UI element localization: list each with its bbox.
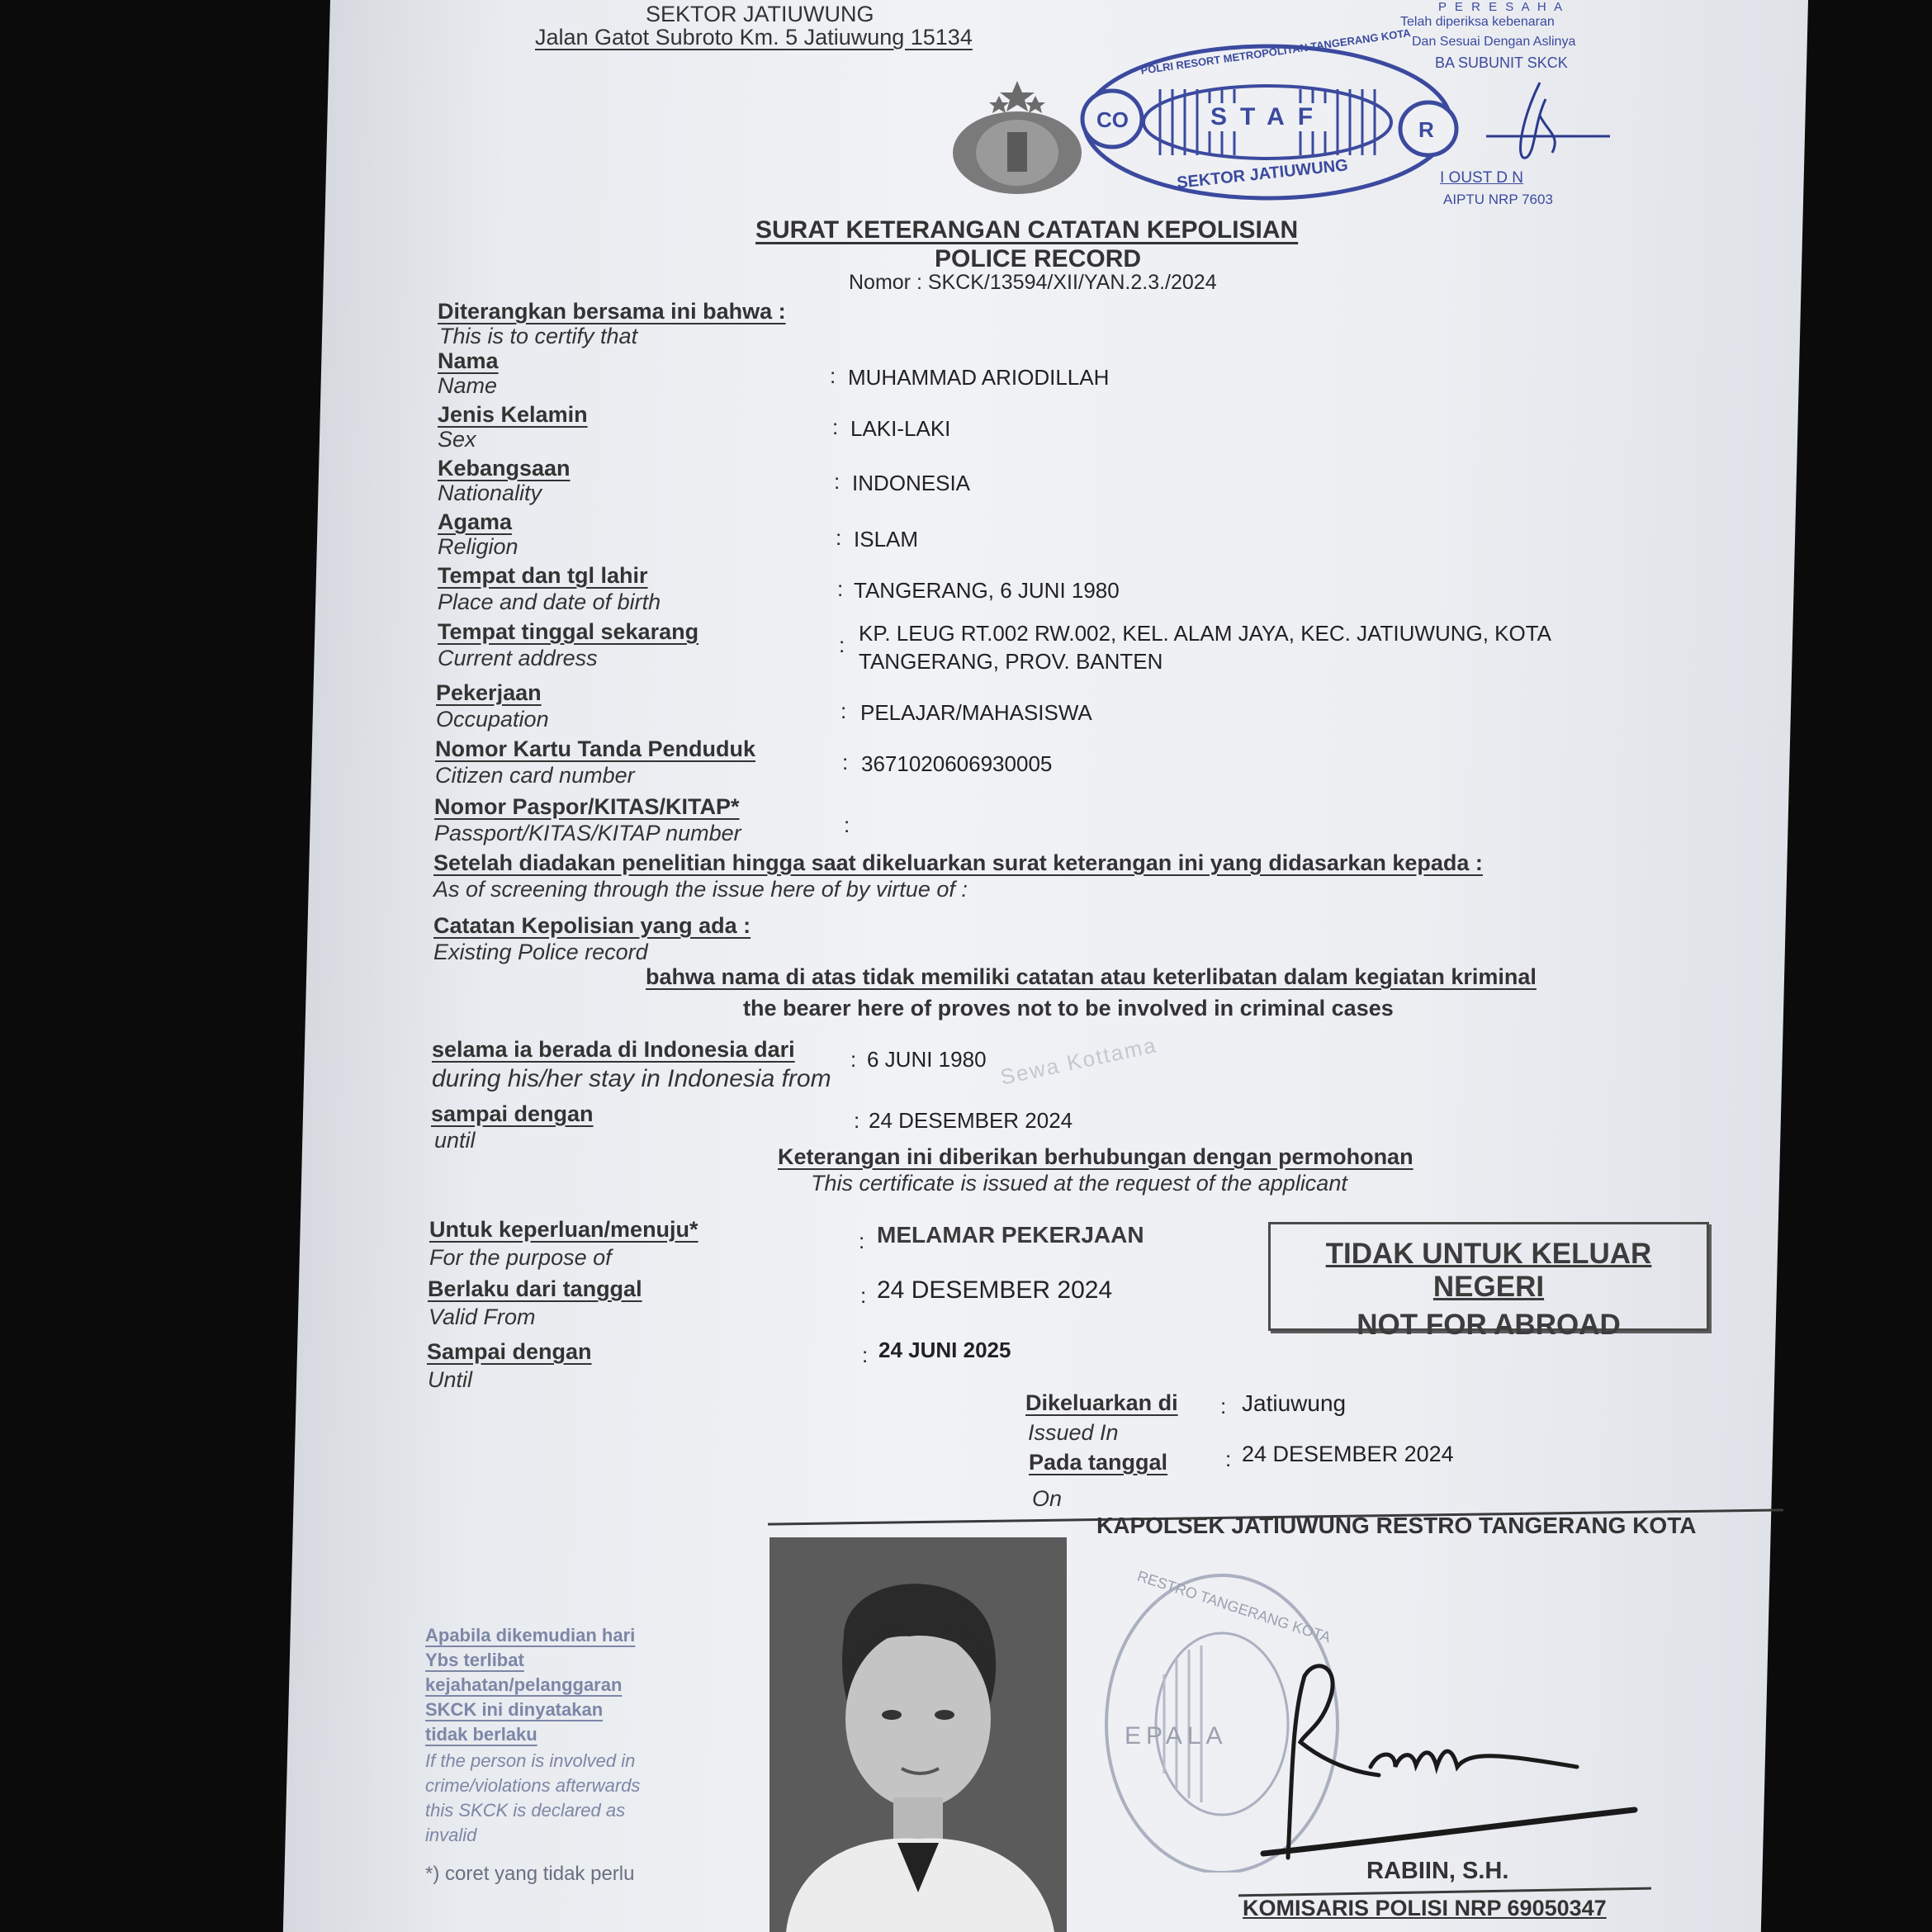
colon: : [839,632,845,657]
intro-en: This is to certify that [439,324,638,348]
id-card-label: Nomor Kartu Tanda Penduduk [435,736,756,761]
occupation-value: PELAJAR/MAHASISWA [860,700,1092,725]
stay-from-label-en: during his/her stay in Indonesia from [432,1065,831,1092]
valid-from-label-en: Valid From [429,1305,536,1329]
note-en-3: this SKCK is declared as [425,1800,626,1821]
verifier-name: I OUST D N [1440,169,1523,187]
verify-line-3: BA SUBUNIT SKCK [1435,54,1568,71]
sex-value: LAKI-LAKI [850,416,951,441]
stay-until-label: sampai dengan [431,1101,594,1126]
signatory-rank: KOMISARIS POLISI NRP 69050347 [1243,1896,1607,1920]
address-label-en: Current address [438,646,598,670]
note-line-5: tidak berlaku [425,1724,537,1745]
intro-id: Diterangkan bersama ini bahwa : [438,299,786,324]
issued-in-label: Dikeluarkan di [1025,1390,1178,1415]
valid-until-label: Sampai dengan [427,1339,592,1364]
colon: : [854,1108,860,1133]
religion-label: Agama [438,509,513,534]
birth-label-en: Place and date of birth [438,590,661,614]
verify-line-0: P E R E S A H A [1438,0,1565,14]
colon: : [837,576,844,601]
note-en-2: crime/violations afterwards [425,1775,641,1796]
purpose-value: MELAMAR PEKERJAAN [877,1222,1144,1248]
stay-until-label-en: until [434,1128,476,1153]
address-value: KP. LEUG RT.002 RW.002, KEL. ALAM JAYA, KEC. JATIUWUNG, KOTA [859,621,1552,646]
religion-label-en: Religion [438,534,519,559]
official-stamp-text: RESTRO TANGERANG KOTA [1135,1567,1333,1646]
verify-line-1: Telah diperiksa kebenaran [1400,15,1555,29]
document-number: Nomor : SKCK/13594/XII/YAN.2.3./2024 [849,271,1217,294]
header-sector: SEKTOR JATIUWUNG [646,2,874,26]
signatory-name: RABIIN, S.H. [1366,1858,1509,1884]
applicant-photo [769,1537,1067,1932]
birth-label: Tempat dan tgl lahir [438,563,648,588]
passport-label: Nomor Paspor/KITAS/KITAP* [434,794,740,819]
signatory-office: KAPOLSEK JATIUWUNG RESTRO TANGERANG KOTA [1096,1513,1697,1538]
nationality-label-en: Nationality [438,481,542,505]
signatory-signature-icon [1255,1651,1651,1866]
screening-id: Setelah diadakan penelitian hingga saat dikeluarkan surat keterangan ini yang didasarkan kepada : [433,850,1483,875]
name-label-en: Name [438,373,498,398]
screening-en: As of screening through the issue here of by virtue of : [433,877,968,902]
watermark-text: Sewa Kottama [997,1032,1159,1090]
record-label-en: Existing Police record [433,940,648,964]
stamp-bottom-text: SEKTOR JATIUWUNG [1176,156,1349,192]
sex-label-en: Sex [438,427,476,452]
nationality-label: Kebangsaan [438,456,571,481]
person-portrait-icon [769,1537,1067,1932]
note-line-2: Ybs terlibat [425,1650,524,1670]
official-stamp-center: EPALA [1125,1722,1228,1750]
colon: : [841,698,847,723]
address-label: Tempat tinggal sekarang [438,619,699,644]
note-line-3: kejahatan/pelanggaran [425,1674,623,1695]
note-en-4: invalid [425,1825,477,1845]
passport-label-en: Passport/KITAS/KITAP number [434,821,741,845]
stay-from-value: 6 JUNI 1980 [867,1047,987,1072]
colon: : [836,525,842,550]
stamp-center-text: STAF [1204,103,1333,131]
valid-from-label: Berlaku dari tanggal [428,1276,642,1301]
colon: : [844,812,850,837]
note-line-1: Apabila dikemudian hari [425,1625,636,1646]
colon: : [830,363,836,388]
colon: : [842,750,849,774]
purpose-label-en: For the purpose of [429,1245,612,1270]
stamp-left-initials: CO [1096,107,1129,132]
issued-in-label-en: Issued In [1028,1420,1119,1445]
document-title: SURAT KETERANGAN CATATAN KEPOLISIAN [755,216,1299,244]
birth-value: TANGERANG, 6 JUNI 1980 [854,578,1120,603]
address-value-2: TANGERANG, PROV. BANTEN [859,649,1163,674]
record-statement-id: bahwa nama di atas tidak memiliki catatan atau keterlibatan dalam kegiatan kriminal [646,964,1537,989]
not-for-abroad-en: NOT FOR ABROAD [1357,1309,1621,1341]
valid-until-label-en: Until [428,1367,473,1392]
purpose-label: Untuk keperluan/menuju* [429,1217,698,1242]
name-label: Nama [438,348,499,373]
not-for-abroad-id: TIDAK UNTUK KELUAR NEGERI [1325,1238,1652,1303]
stay-until-value: 24 DESEMBER 2024 [869,1108,1073,1133]
issued-on-value: 24 DESEMBER 2024 [1242,1442,1454,1466]
colon: : [860,1283,867,1308]
note-en-1: If the person is involved in [425,1750,636,1771]
name-value: MUHAMMAD ARIODILLAH [848,365,1110,390]
sex-label: Jenis Kelamin [438,402,588,427]
stay-from-label: selama ia berada di Indonesia dari [432,1037,795,1062]
note-line-4: SKCK ini dinyatakan [425,1699,604,1720]
id-card-label-en: Citizen card number [435,763,635,788]
id-card-value: 3671020606930005 [861,751,1053,776]
verify-line-2: Dan Sesuai Dengan Aslinya [1412,35,1576,49]
nationality-value: INDONESIA [852,471,971,495]
stamp-right-initials: R [1418,117,1434,142]
colon: : [832,414,839,439]
request-en: This certificate is issued at the request of the applicant [811,1171,1347,1196]
issued-on-label-en: On [1032,1486,1063,1511]
valid-until-value: 24 JUNI 2025 [878,1338,1011,1362]
stamp-ring-text: POLRI RESORT METROPOLITAN TANGERANG KOTA [1139,26,1412,77]
document-subtitle: POLICE RECORD [935,245,1142,272]
request-id: Keterangan ini diberikan berhubungan dengan permohonan [778,1144,1413,1169]
colon: : [1225,1447,1232,1471]
valid-from-value: 24 DESEMBER 2024 [877,1276,1113,1304]
not-for-abroad-box [1268,1222,1709,1341]
occupation-label: Pekerjaan [436,680,542,705]
record-label: Catatan Kepolisian yang ada : [433,913,751,938]
colon: : [834,469,841,494]
colon: : [862,1342,869,1367]
religion-value: ISLAM [854,527,919,552]
verifier-signature-icon [1470,74,1618,173]
issued-on-label: Pada tanggal [1029,1450,1168,1475]
issued-in-value: Jatiuwung [1242,1390,1347,1416]
colon: : [850,1047,857,1072]
occupation-label-en: Occupation [436,707,549,732]
colon: : [859,1229,865,1253]
record-statement-en: the bearer here of proves not to be involved in criminal cases [743,996,1394,1020]
colon: : [1220,1394,1227,1418]
header-address: Jalan Gatot Subroto Km. 5 Jatiuwung 15134 [535,25,973,50]
note-footnote: *) coret yang tidak perlu [425,1863,635,1885]
verifier-rank: AIPTU NRP 7603 [1443,192,1553,207]
police-emblem-icon [949,74,1090,198]
